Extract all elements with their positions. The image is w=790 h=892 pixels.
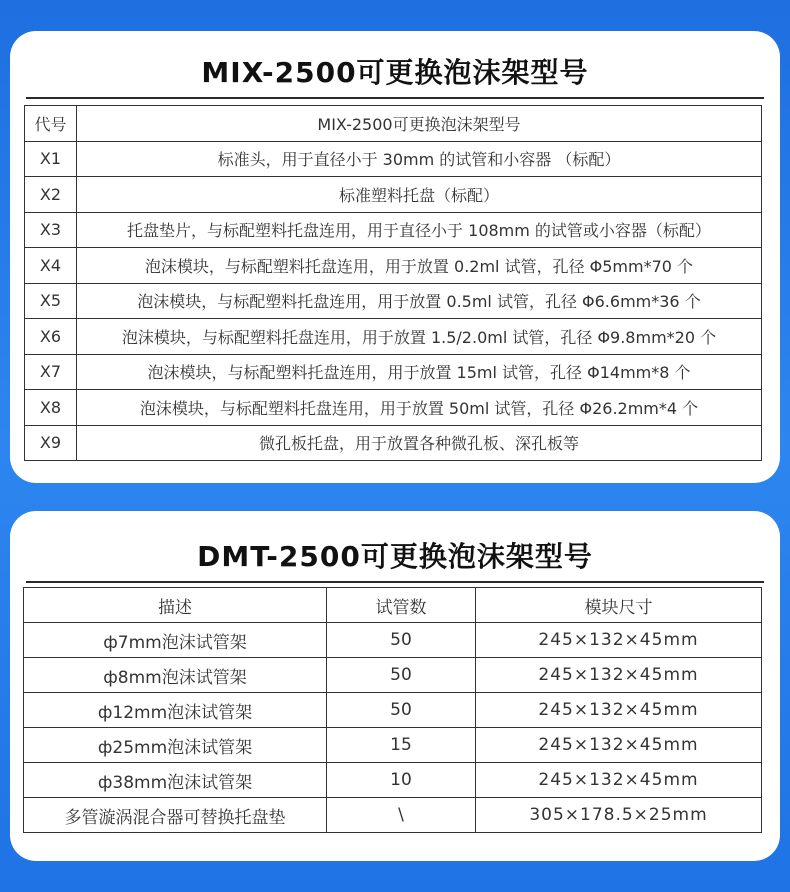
row-code: X6 (25, 319, 77, 355)
row-desc: 托盘垫片，与标配塑料托盘连用，用于直径小于 108mm 的试管或小容器（标配） (77, 212, 762, 248)
row-desc: 泡沫模块，与标配塑料托盘连用，用于放置 50ml 试管，孔径 Φ26.2mm*4 个 (77, 390, 762, 426)
row-desc: 泡沫模块，与标配塑料托盘连用，用于放置 0.5ml 试管，孔径 Φ6.6mm*36 个 (77, 283, 762, 319)
row-desc: ф7mm泡沫试管架 (24, 623, 327, 658)
row-desc: 泡沫模块，与标配塑料托盘连用，用于放置 15ml 试管，孔径 Φ14mm*8 个 (77, 354, 762, 390)
mix-card (10, 31, 780, 483)
table-row (25, 141, 762, 177)
row-desc: 泡沫模块，与标配塑料托盘连用，用于放置 1.5/2.0ml 试管，孔径 Φ9.8mm*20 个 (77, 319, 762, 355)
row-desc: 标准头，用于直径小于 30mm 的试管和小容器 （标配） (77, 141, 762, 177)
row-count: 10 (327, 763, 476, 798)
row-size: 305×178.5×25mm (476, 798, 762, 833)
table-row (24, 693, 762, 728)
row-code: X2 (25, 177, 77, 213)
row-code: X1 (25, 141, 77, 177)
row-desc: 微孔板托盘，用于放置各种微孔板、深孔板等 (77, 425, 762, 461)
row-code: X9 (25, 425, 77, 461)
header-count: 试管数 (327, 588, 476, 623)
table-row (25, 283, 762, 319)
row-count: \ (327, 798, 476, 833)
row-code: X8 (25, 390, 77, 426)
row-desc: 标准塑料托盘（标配） (77, 177, 762, 213)
table-header-row (25, 106, 762, 142)
row-desc: ф8mm泡沫试管架 (24, 658, 327, 693)
table-row (25, 354, 762, 390)
row-size: 245×132×45mm (476, 728, 762, 763)
table-row (24, 658, 762, 693)
table-row (24, 798, 762, 833)
row-size: 245×132×45mm (476, 658, 762, 693)
row-count: 50 (327, 693, 476, 728)
dmt-card (10, 511, 780, 861)
table-row (25, 390, 762, 426)
row-count: 50 (327, 623, 476, 658)
table-row (24, 623, 762, 658)
row-size: 245×132×45mm (476, 693, 762, 728)
row-code: X4 (25, 248, 77, 284)
header-desc: MIX-2500可更换泡沫架型号 (77, 106, 762, 142)
row-code: X3 (25, 212, 77, 248)
table-row (24, 763, 762, 798)
mix-title-divider (26, 97, 764, 99)
mix-table (24, 105, 762, 461)
table-row (25, 319, 762, 355)
row-desc: 多管漩涡混合器可替换托盘垫 (24, 798, 327, 833)
table-row (25, 177, 762, 213)
row-desc: 泡沫模块，与标配塑料托盘连用，用于放置 0.2ml 试管，孔径 Φ5mm*70 个 (77, 248, 762, 284)
header-desc: 描述 (24, 588, 327, 623)
table-header-row (24, 588, 762, 623)
row-count: 50 (327, 658, 476, 693)
table-row (25, 248, 762, 284)
row-size: 245×132×45mm (476, 623, 762, 658)
table-row (25, 425, 762, 461)
row-desc: ф38mm泡沫试管架 (24, 763, 327, 798)
mix-title: MIX-2500可更换泡沫架型号 (201, 56, 589, 89)
table-row (25, 212, 762, 248)
row-desc: ф25mm泡沫试管架 (24, 728, 327, 763)
header-code: 代号 (25, 106, 77, 142)
row-code: X5 (25, 283, 77, 319)
dmt-table (23, 587, 762, 833)
dmt-title-divider (26, 581, 764, 583)
row-count: 15 (327, 728, 476, 763)
row-code: X7 (25, 354, 77, 390)
header-size: 模块尺寸 (476, 588, 762, 623)
row-desc: ф12mm泡沫试管架 (24, 693, 327, 728)
dmt-title: DMT-2500可更换泡沫架型号 (197, 540, 593, 573)
table-row (24, 728, 762, 763)
row-size: 245×132×45mm (476, 763, 762, 798)
